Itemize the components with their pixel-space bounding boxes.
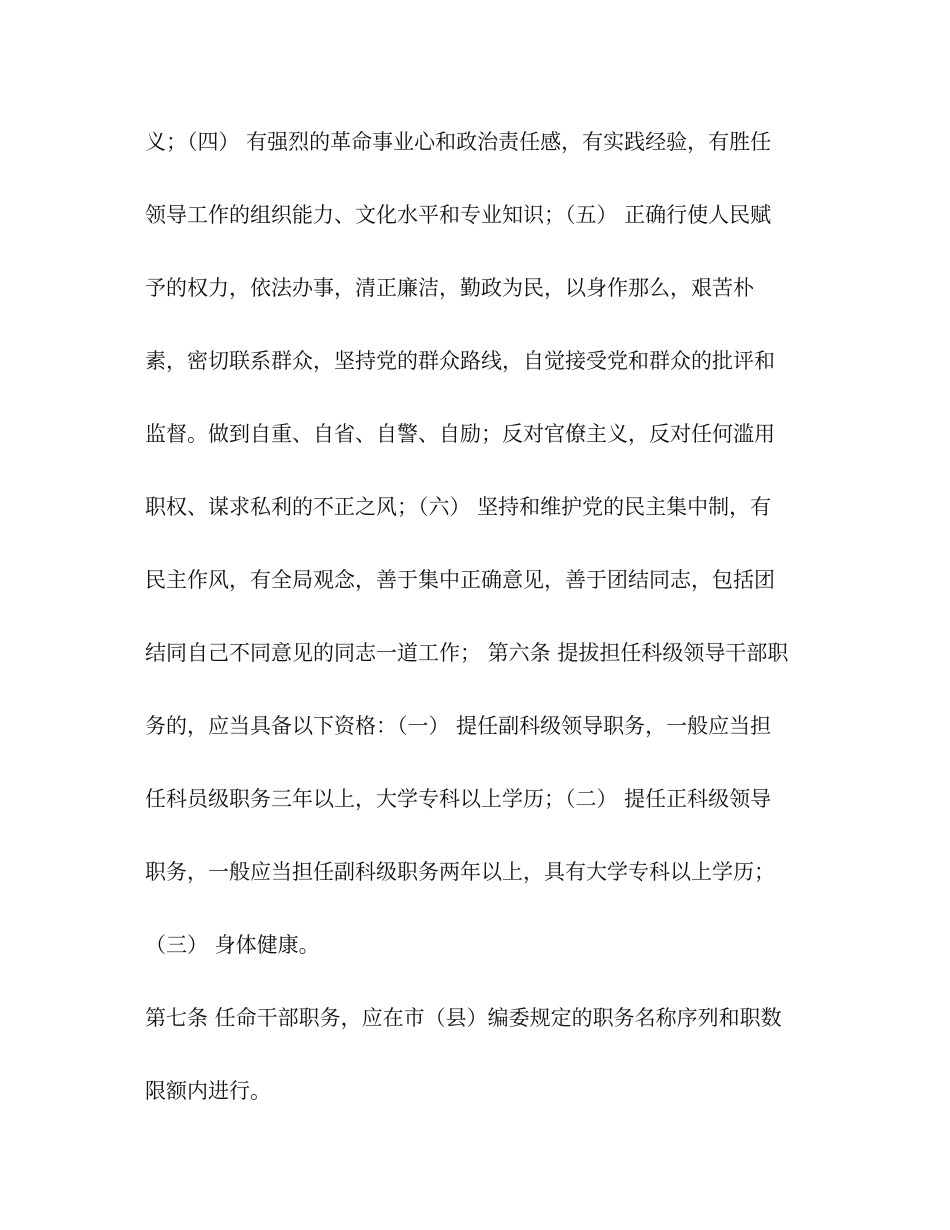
document-body — [145, 122, 820, 1144]
text-line: 民主作风，有全局观念，善于集中正确意见，善于团结同志，包括团 — [145, 568, 775, 592]
text-line: 领导工作的组织能力、文化水平和专业知识；（五） 正确行使人民赋 — [145, 203, 772, 227]
text-line: 予的权力，依法办事，清正廉洁，勤政为民，以身作那么，艰苦朴 — [145, 276, 754, 300]
text-line: 结同自己不同意见的同志一道工作； 第六条 提拔担任科级领导干部职 — [145, 641, 789, 665]
text-line: 职务，一般应当担任副科级职务两年以上，具有大学专科以上学历； — [145, 860, 775, 884]
text-line: 任科员级职务三年以上，大学专科以上学历；（二） 提任正科级领导 — [145, 787, 772, 811]
text-line: 义；（四） 有强烈的革命事业心和政治责任感，有实践经验，有胜任 — [145, 130, 772, 154]
text-line: 监督。做到自重、自省、自警、自励；反对官僚主义，反对任何滥用 — [145, 422, 775, 446]
text-line: 职权、谋求私利的不正之风；（六） 坚持和维护党的民主集中制，有 — [145, 495, 772, 519]
text-line: 限额内进行。 — [145, 1079, 271, 1103]
text-line: 素，密切联系群众，坚持党的群众路线，自觉接受党和群众的批评和 — [145, 349, 775, 373]
text-line: 第七条 任命干部职务，应在市（县）编委规定的职务名称序列和职数 — [145, 1006, 782, 1030]
text-line: （三） 身体健康。 — [145, 933, 320, 957]
text-line: 务的，应当具备以下资格：（一） 提任副科级领导职务，一般应当担 — [145, 714, 772, 738]
